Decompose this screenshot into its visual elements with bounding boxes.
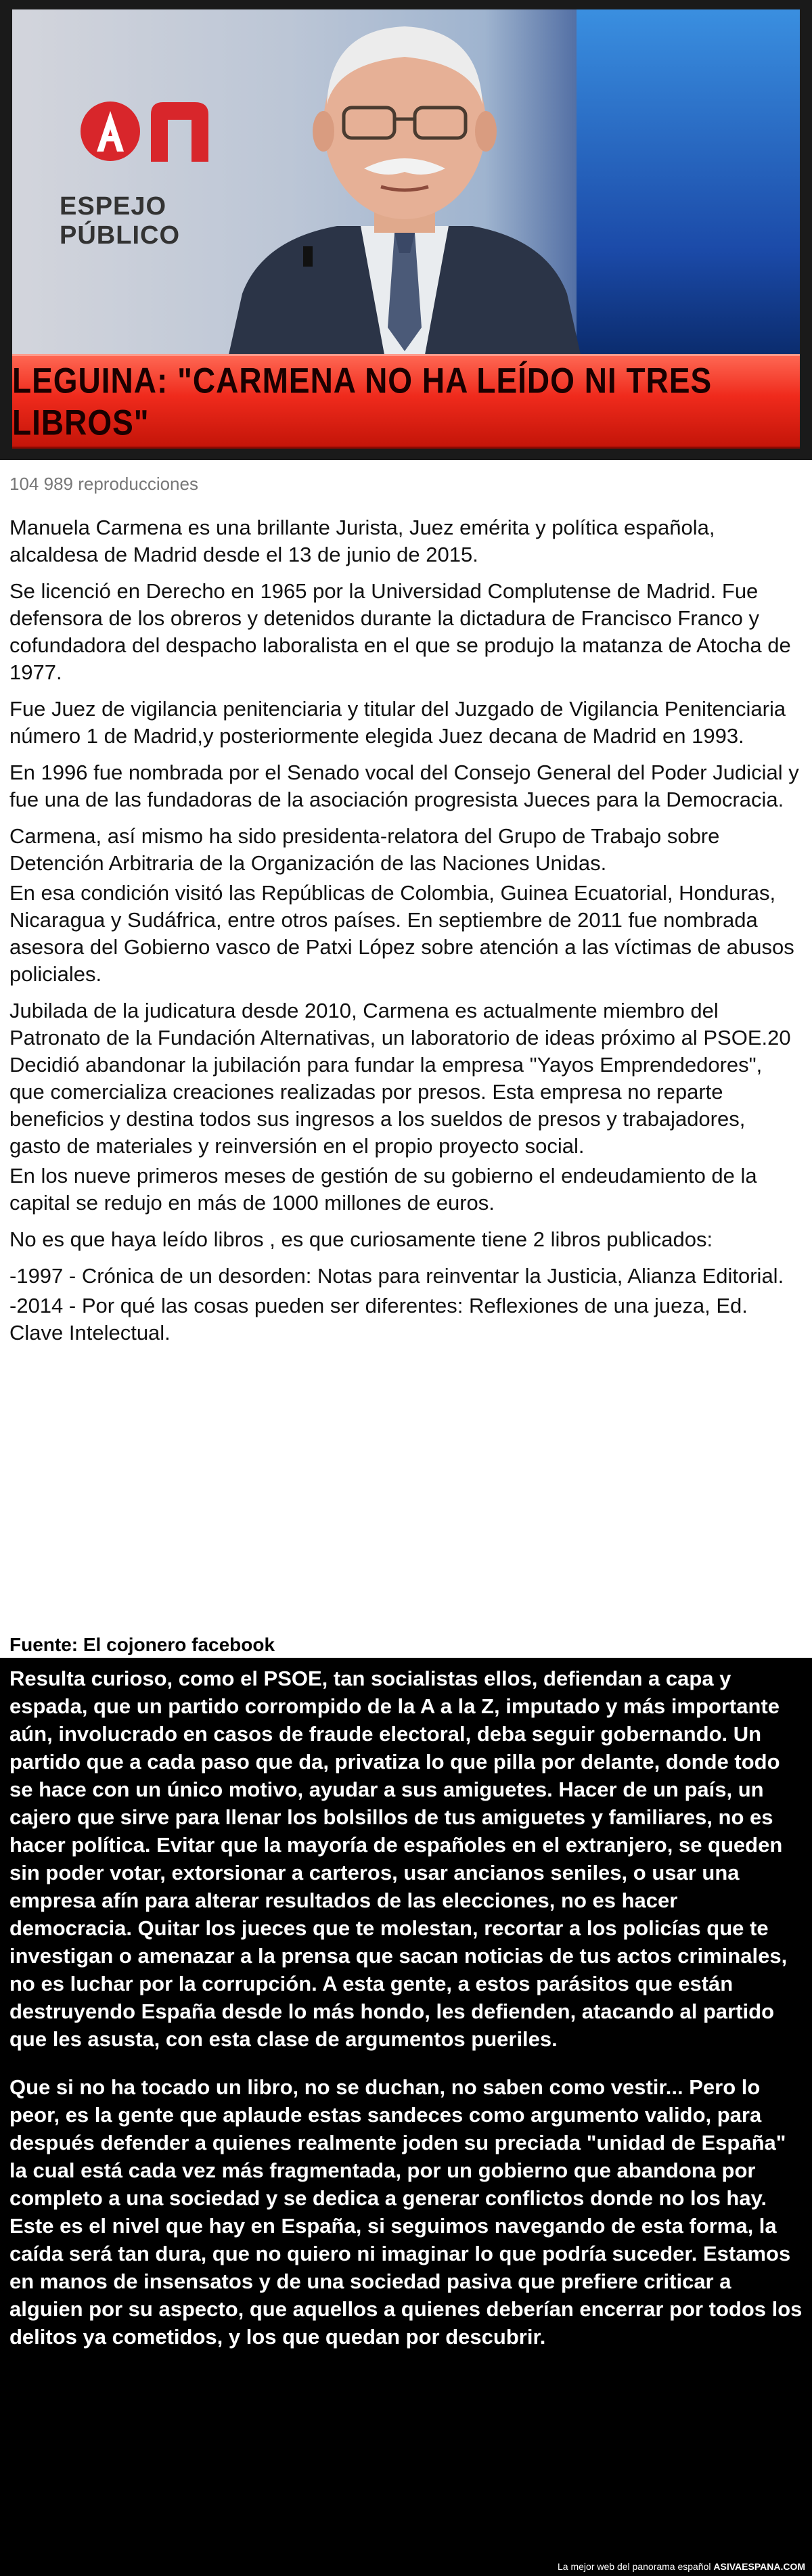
article-paragraph: No es que haya leído libros , es que curiosamente tiene 2 libros publicados: [9,1227,713,1251]
commentary-paragraph: Resulta curioso, como el PSOE, tan socialistas ellos, defiendan a capa y espada, que un partido corrompido de la A a la Z, imputado y más importante aún, involucrado en casos de fraude electoral, deba seguir gobernando. Un partido que a cada paso que da, privatiza lo que pilla por delante, donde todo se hace con un único motivo, ayudar a sus amiguetes. Hacer de un país, un cajero que sirve para llenar los bolsillos de tus amiguetes y familiares, no es hacer política. Evitar que la mayoría de españoles en el extranjero, se queden sin poder votar, extorsionar a carteros, usar ancianos seniles, o usar una empresa afín para alterar resultados de las elecciones, no es hacer democracia. Quitar los jueces que te molestan, recortar a los policías que te investigan o amenazar a la prensa que sacan noticias de tus actos criminales, no es luchar por la corrupción. A esta gente, a estos parásitos que están destruyendo España desde lo más hondo, les defienden, atacando al partido que les asusta, con esta clase de argumentos pueriles. [9,1667,788,2051]
article-paragraph: Fue Juez de vigilancia penitenciaria y titular del Juzgado de Vigilancia Penitenciaria número 1 de Madrid,y posteriormente elegida Juez decana de Madrid en 1993. [9,697,786,748]
headline-text: LEGUINA: "CARMENA NO HA LEÍDO NI TRES LIBROS" [12,360,713,443]
view-count: 104 989 reproducciones [9,474,198,494]
article-paragraph: En esa condición visitó las Repúblicas de Colombia, Guinea Ecuatorial, Honduras, Nicaragua y Sudáfrica, entre otros países. En septiembre de 2011 fue nombrada asesora del Gobierno vasco de Patxi López sobre atención a las víctimas de abusos policiales. [9,881,794,986]
commentary-body [9,1665,805,2371]
commentary-paragraph: Que si no ha tocado un libro, no se duchan, no saben como vestir... Pero lo peor, es la gente que aplaude estas sandeces como argumento valido, para después defender a quienes realmente joden su preciada "unidad de España" la cual está cada vez más fragmentada, por un gobierno que abandona por completo a una sociedad y se dedica a generar conflictos donde no los hay. Este es el nivel que hay en España, si seguimos navegando de esta forma, la caída será tan dura, que no quiero ni imaginar lo que podría suceder. Estamos en manos de insensatos y de una sociedad pasiva que prefiere criticar a alguien por su aspecto, que aquellos a quienes deberían encerrar por todos los delitos ya cometidos, y los que quedan por descubrir. [9,2075,803,2349]
article-paragraph: Manuela Carmena es una brillante Jurista, Juez emérita y política española, alcaldesa de Madrid desde el 13 de junio de 2015. [9,516,715,566]
studio-background [577,9,800,355]
video-frame [12,9,800,355]
book-entry: -2014 - Por qué las cosas pueden ser diferentes: Reflexiones de una jueza, Ed. Clave Intelectual. [9,1294,748,1345]
antena3-logo-icon [76,94,219,168]
headline-banner [12,354,800,449]
article-paragraph: Jubilada de la judicatura desde 2010, Carmena es actualmente miembro del Patronato de la Fundación Alternativas, un laboratorio de ideas próximo al PSOE.20 Decidió abandonar la jubilación para fundar la empresa "Yayos Emprendedores", que comercializa creaciones realizadas por presos. Esta empresa no reparte beneficios y destina todos sus ingresos a los sueldos de presos y trabajadores, gasto de materiales y reinversión en el propio proyecto social. [9,999,791,1158]
article-panel [0,460,812,1658]
article-paragraph: Carmena, así mismo ha sido presidenta-relatora del Grupo de Trabajo sobre Detención Arbitraria de la Organización de las Naciones Unidas. [9,824,720,875]
article-paragraph: En 1996 fue nombrada por el Senado vocal del Consejo General del Poder Judicial y fue una de las fundadoras de la asociación progresista Jueces para la Democracia. [9,761,799,811]
article-body [9,514,801,1356]
article-paragraph: Se licenció en Derecho en 1965 por la Universidad Complutense de Madrid. Fue defensora de los obreros y detenidos durante la dictadura de Francisco Franco y cofundadora del despacho laboralista en el que se produjo la matanza de Atocha de 1977. [9,579,791,684]
channel-logo-text: ESPEJO PÚBLICO [60,192,180,250]
footer-tagline: La mejor web del panorama español [558,2561,711,2572]
source-credit: Fuente: El cojonero facebook [9,1634,275,1655]
book-entry: -1997 - Crónica de un desorden: Notas para reinventar la Justicia, Alianza Editorial. [9,1264,784,1288]
article-paragraph: En los nueve primeros meses de gestión de su gobierno el endeudamiento de la capital se redujo en más de 1000 millones de euros. [9,1164,757,1215]
presenter-figure [215,9,594,355]
footer-watermark [558,2561,805,2572]
video-thumbnail[interactable] [0,0,812,460]
footer-site-link[interactable]: ASIVAESPANA.COM [713,2561,805,2572]
